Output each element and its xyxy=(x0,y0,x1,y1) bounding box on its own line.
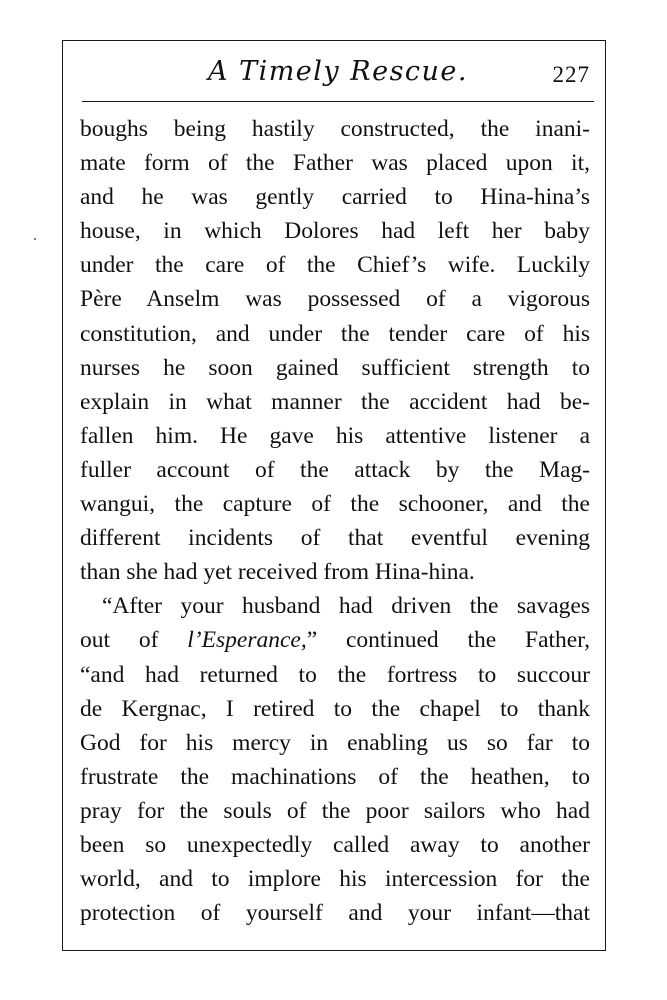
text-line: boughs being hastily constructed, the inani- xyxy=(80,116,590,142)
text-line: and he was gently carried to Hina-hina’s xyxy=(80,184,590,211)
page-header xyxy=(82,54,594,100)
page-number: 227 xyxy=(552,62,590,87)
text-line: fallen him. He gave his attentive listener a xyxy=(80,422,590,449)
body-text xyxy=(80,112,590,930)
text-line: “and had returned to the fortress to succour xyxy=(80,661,590,688)
text-line: de Kergnac, I retired to the chapel to thank xyxy=(80,695,590,722)
text-line: frustrate the machinations of the heathen, to xyxy=(80,763,590,790)
text-line: different incidents of that eventful evening xyxy=(80,525,590,552)
text-line: pray for the souls of the poor sailors who had xyxy=(80,797,590,824)
text-segment: out of xyxy=(80,627,188,654)
ship-name-italic: l’Esperance, xyxy=(187,627,307,654)
paragraph-start-line: “After your husband had driven the savages xyxy=(102,593,590,620)
text-line: explain in what manner the accident had be- xyxy=(80,388,590,415)
running-title: A Timely Rescue. xyxy=(207,56,468,87)
text-line: Père Anselm was possessed of a vigorous xyxy=(80,286,590,313)
header-rule xyxy=(82,101,594,102)
text-line: been so unexpectedly called away to another xyxy=(80,831,590,858)
text-segment: ” continued the Father, xyxy=(306,627,590,654)
paragraph-end-line: than she had yet received from Hina-hina. xyxy=(80,559,475,586)
text-line: nurses he soon gained sufficient strength to xyxy=(80,354,590,381)
text-line: under the care of the Chief’s wife. Luckily xyxy=(80,252,590,279)
text-line: God for his mercy in enabling us so far to xyxy=(80,729,590,756)
text-line: protection of yourself and your infant—that xyxy=(80,900,590,927)
text-line: constitution, and under the tender care of his xyxy=(80,320,590,347)
text-line: mate form of the Father was placed upon it, xyxy=(80,150,590,177)
text-line: house, in which Dolores had left her baby xyxy=(80,218,590,245)
text-line: wangui, the capture of the schooner, and the xyxy=(80,491,590,518)
text-line: fuller account of the attack by the Mag- xyxy=(80,456,590,483)
text-line: world, and to implore his intercession for the xyxy=(80,866,590,893)
text-line-with-italic xyxy=(80,623,590,657)
stray-ink-dot xyxy=(34,238,36,240)
